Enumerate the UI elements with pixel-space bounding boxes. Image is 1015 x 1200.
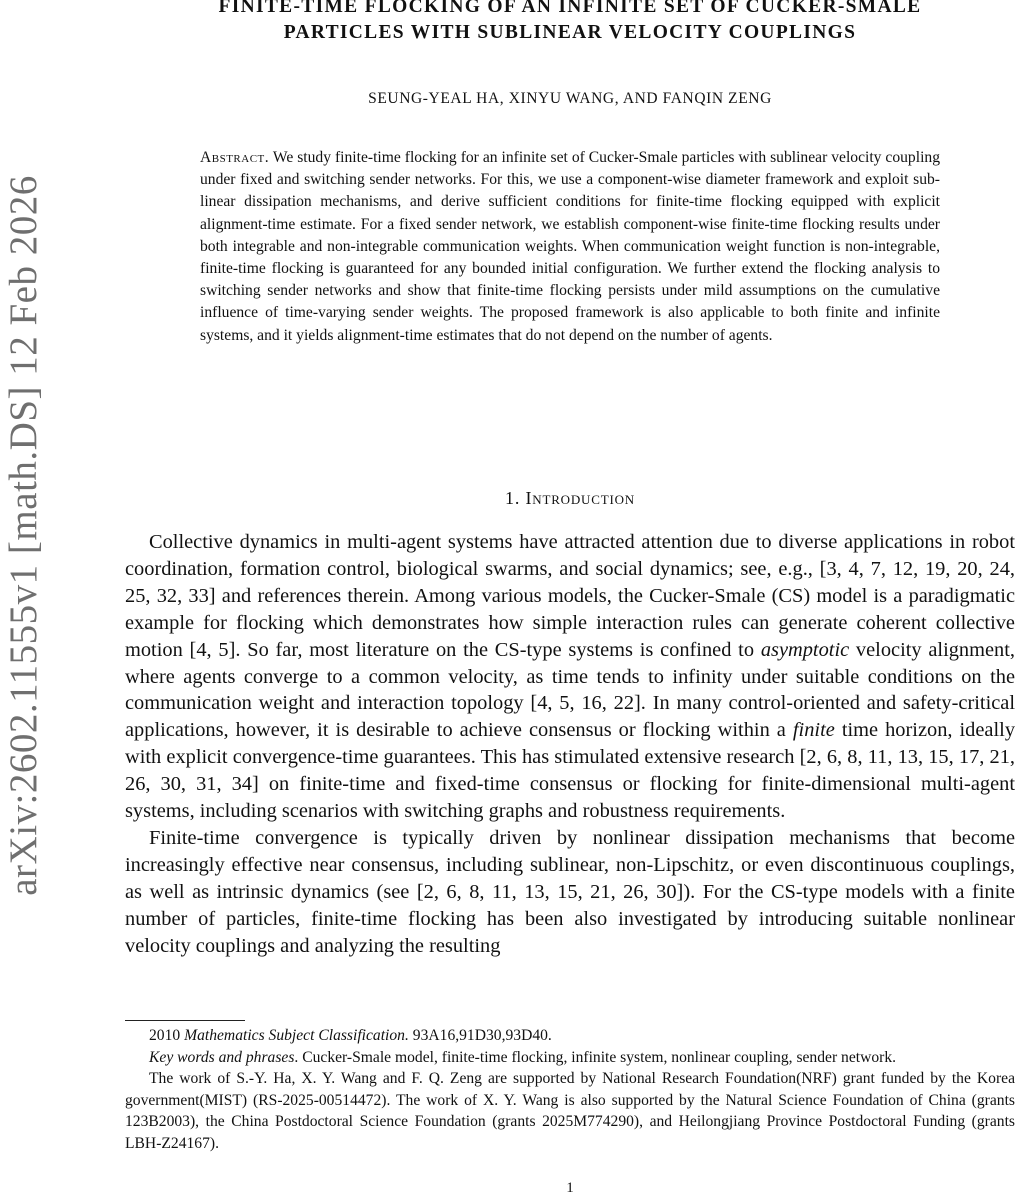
footnote-funding: The work of S.-Y. Ha, X. Y. Wang and F. Q. Zeng are supported by National Research Foundation(NRF) grant funded by the Korea government(MIST) (RS-2025-00514472). The work of X. Y. Wang is also supported by the Natural Science Foundation of China (grants 123B2003), the China Postdoctoral Science Foundation (grants 2025M774290), and Heilongjiang Province Postdoctoral Funding (grants LBH-Z24167). [125,1070,1015,1152]
section-title-text: Introduction [525,488,635,508]
intro-paragraph-2: Finite-time convergence is typically driven by nonlinear dissipation mechanisms that become increasingly effective near consensus, including sublinear, non-Lipschitz, or even discontinuous couplings, as well as intrinsic dynamics (see [2, 6, 8, 11, 13, 15, 21, 26, 30]). For the CS-type models with a finite number of particles, finite-time flocking has been also investigated by introducing suitable nonlinear velocity couplings and analyzing the resulting [125,826,1015,957]
msc-codes: 93A16,91D30,93D40. [408,1027,552,1044]
msc-label: Mathematics Subject Classification. [184,1027,409,1044]
footnotes [125,1025,1015,1154]
title-line-2: PARTICLES WITH SUBLINEAR VELOCITY COUPLINGS [283,22,857,43]
intro-p1-part-c: time horizon, ideally with explicit convergence-time guarantees. This has stimulated extensive research [2, 6, 8, 11, 13, 15, 17, 21, 26, 30, 31, 34] on finite-time and fixed-time consensus or flocking for finite-dimensional multi-agent systems, including scenarios with switching graphs and robustness requirements. [125,719,1015,823]
footnote-rule [125,1020,245,1021]
page-number: 1 [566,1180,574,1196]
arxiv-sidebar-stamp [0,150,46,920]
abstract-text: We study finite-time flocking for an infinite set of Cucker-Smale particles with sublinear velocity coupling under fixed and switching sender networks. For this, we use a component-wise diameter framework and exploit sub-linear dissipation mechanisms, and derive sufficient conditions for finite-time flocking equipped with explicit alignment-time estimate. For a fixed sender network, we establish component-wise finite-time flocking results under both integrable and non-integrable communication weights. When communication weight function is non-integrable, finite-time flocking is guaranteed for any bounded initial configuration. We further extend the flocking analysis to switching sender networks and show that finite-time flocking persists under mild assumptions on the cumulative influence of time-varying sender weights. The proposed framework is also applicable to both finite and infinite systems, and it yields alignment-time estimates that do not depend on the number of agents. [200,149,940,344]
section-number: 1. [505,488,521,508]
intro-paragraph-1 [125,529,1015,825]
author-list: SEUNG-YEAL HA, XINYU WANG, AND FANQIN ZENG [368,90,772,107]
msc-year: 2010 [149,1027,185,1044]
paper-title [125,0,1015,46]
footnote-keywords [125,1047,1015,1069]
keywords-text: . Cucker-Smale model, finite-time flocking, infinite system, nonlinear coupling, sender network. [294,1048,897,1066]
abstract [200,147,940,347]
section-heading [125,488,1015,509]
intro-p1-part-b: velocity alignment, where agents converge to a common velocity, as time tends to infinity under suitable conditions on the communication weight and interaction topology [4, 5, 16, 22]. In many control-oriented and safety-critical applications, however, it is desirable to achieve consensus or flocking within a [125,638,1015,742]
abstract-label: Abstract. [200,149,270,166]
emphasis-finite: finite [792,719,835,742]
intro-p1-part-a: Collective dynamics in multi-agent systems have attracted attention due to diverse applications in robot coordination, formation control, biological swarms, and social dynamics; see, e.g., [3, 4, 7, 12, 19, 20, 24, 25, 32, 33] and references therein. Among various models, the Cucker-Smale (CS) model is a paradigmatic example for flocking which demonstrates how simple interaction rules can generate coherent collective motion [4, 5]. So far, most literature on the CS-type systems is confined to [125,531,1015,661]
arxiv-identifier: arXiv:2602.11555v1 [math.DS] 12 Feb 2026 [1,174,45,896]
title-line-1: FINITE-TIME FLOCKING OF AN INFINITE SET OF CUCKER-SMALE [218,0,922,17]
keywords-label: Key words and phrases [149,1048,295,1066]
footnote-msc [125,1025,1015,1047]
emphasis-asymptotic: asymptotic [760,638,850,661]
introduction-body [125,529,1015,960]
